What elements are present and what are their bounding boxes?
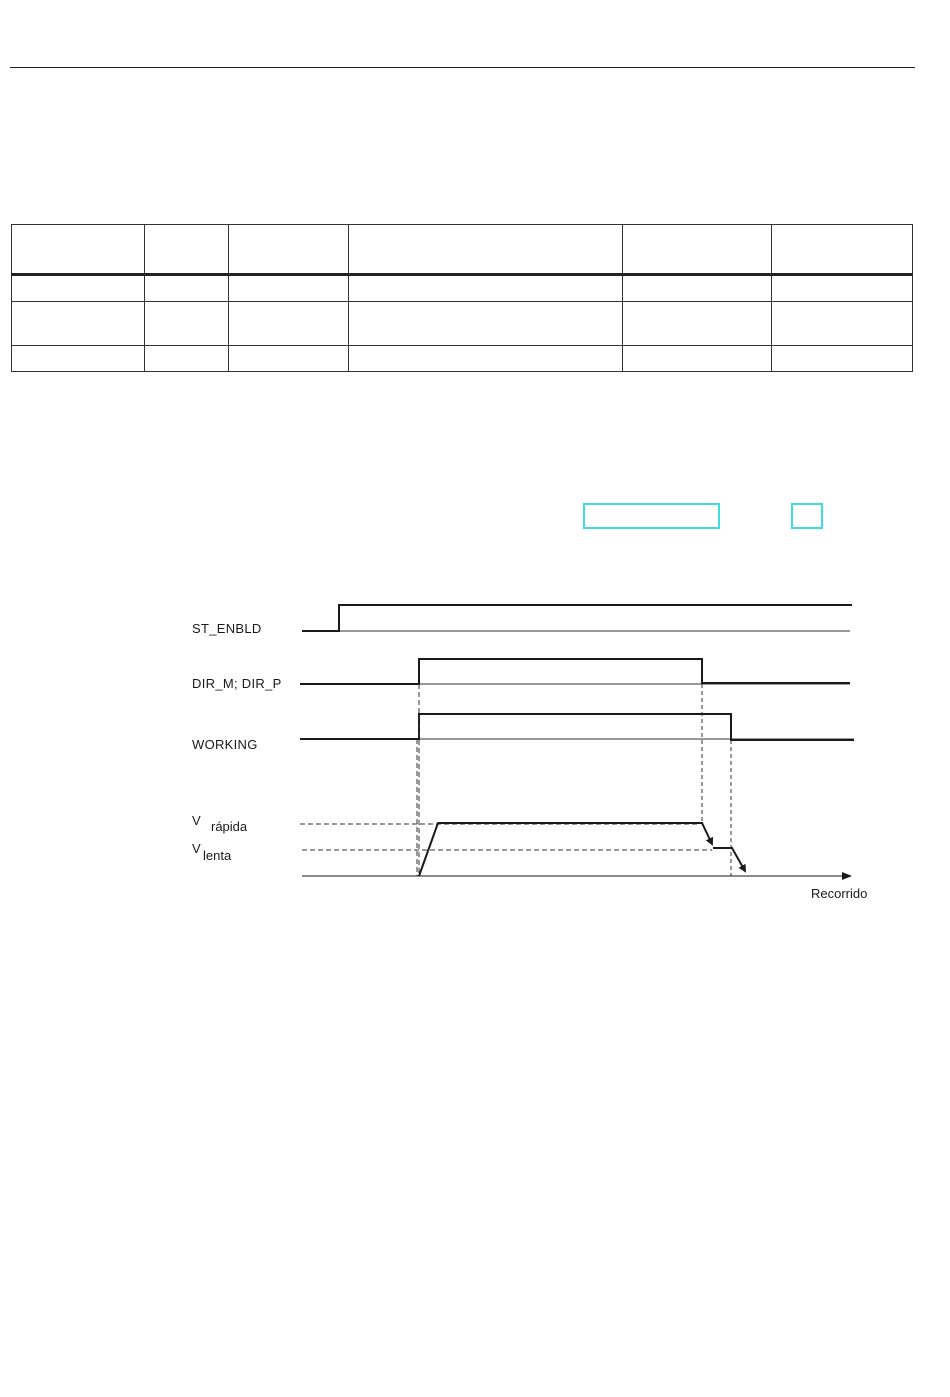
v-slow-symbol: V — [192, 841, 201, 856]
working-label: WORKING — [192, 737, 258, 752]
v-rapid-subscript: rápida — [211, 819, 248, 834]
v-slow-label — [192, 841, 232, 863]
working-signal — [300, 714, 854, 740]
timing-guides — [417, 684, 731, 876]
v-rapid-symbol: V — [192, 813, 201, 828]
v-rapid-label — [192, 813, 248, 834]
v-slow-subscript: lenta — [203, 848, 232, 863]
st-enbld-signal — [302, 605, 852, 631]
dir-label: DIR_M; DIR_P — [192, 676, 282, 691]
dir-signal — [300, 659, 850, 684]
recorrido-label: Recorrido — [811, 886, 868, 901]
st-enbld-label: ST_ENBLD — [192, 621, 262, 636]
